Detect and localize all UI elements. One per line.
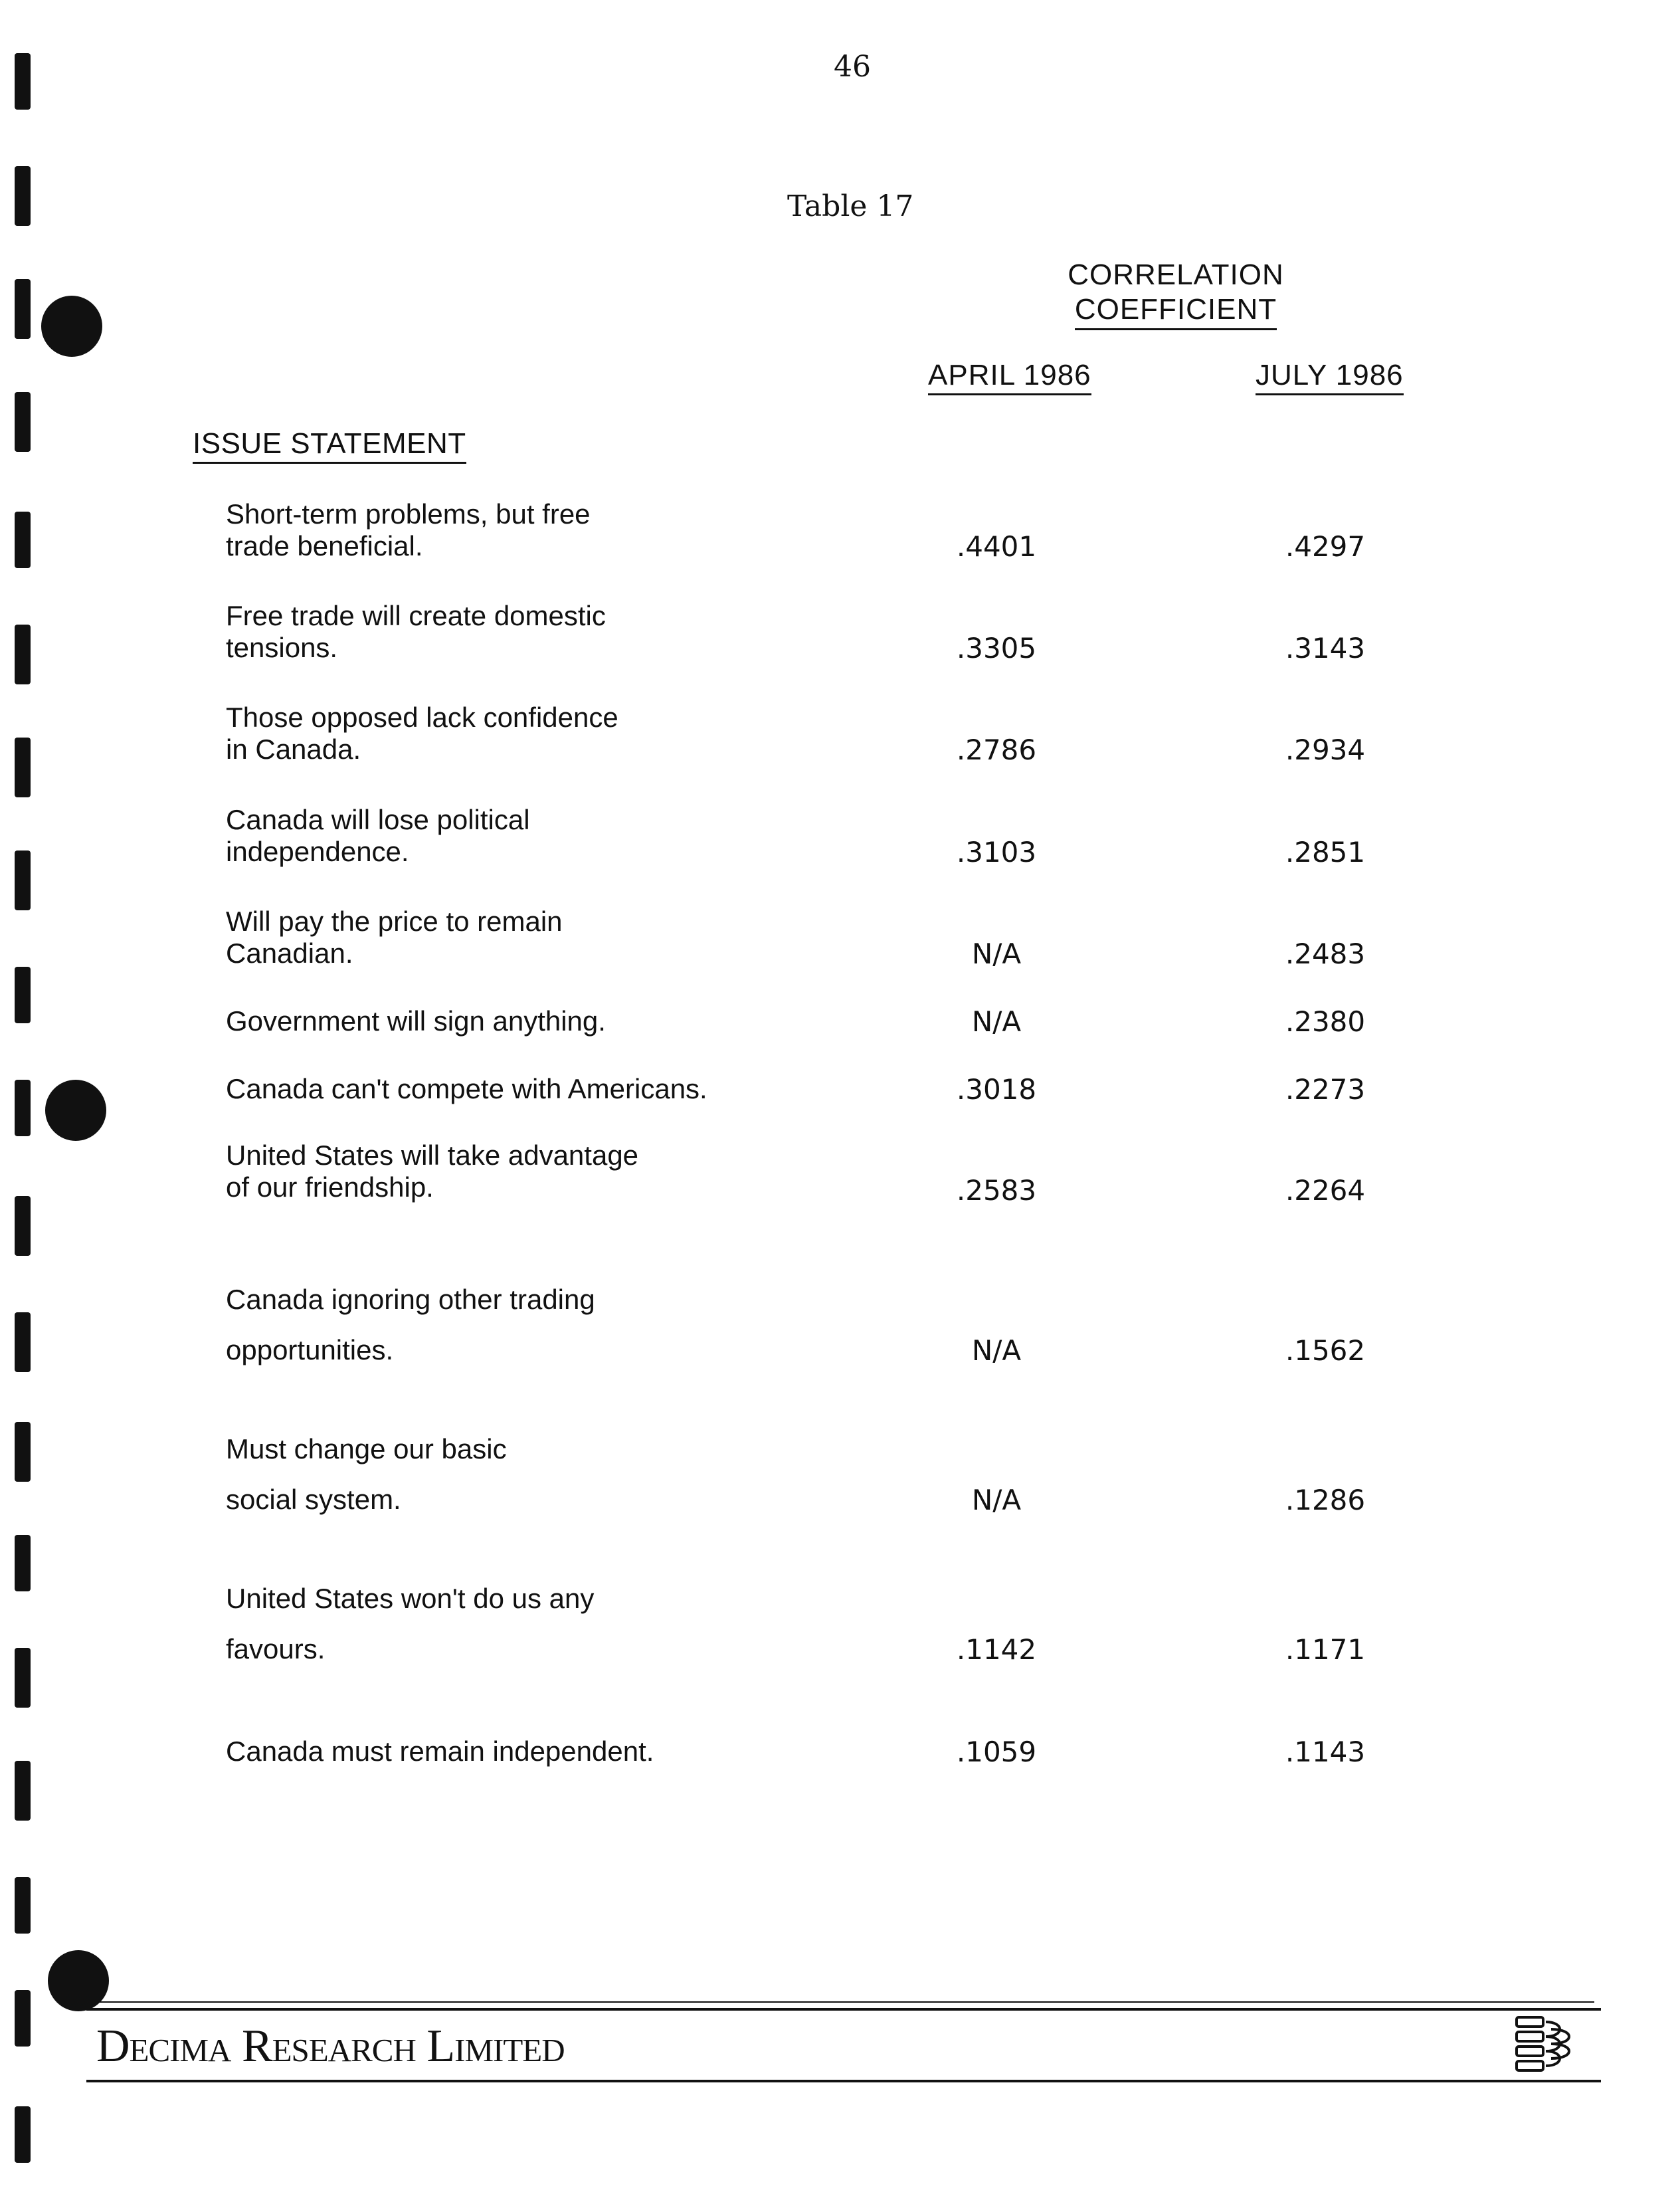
decima-logo-icon (1511, 2013, 1584, 2076)
april-value: .2786 (956, 734, 1037, 766)
issue-statement-text: United States won't do us any favours. (226, 1583, 595, 1664)
july-value: .1562 (1285, 1334, 1366, 1367)
april-value: .3018 (956, 1073, 1037, 1106)
issue-statement-text: Canada will lose political independence. (226, 804, 530, 867)
april-value: .1059 (956, 1736, 1037, 1768)
binder-mark (15, 1422, 31, 1482)
binder-mark (15, 53, 31, 110)
footer-rule (93, 2001, 1594, 2003)
binder-mark (15, 2106, 31, 2163)
july-value: .2380 (1285, 1005, 1366, 1038)
issue-statement-text: Will pay the price to remain Canadian. (226, 906, 563, 969)
company-name: Decima Research Limited (96, 2021, 565, 2072)
july-value: .2264 (1285, 1174, 1366, 1207)
correlation-heading-line2: COEFFICIENT (1075, 292, 1277, 330)
issue-statement-text: Must change our basic social system. (226, 1433, 507, 1515)
april-value: .3305 (956, 632, 1037, 664)
binder-mark (15, 279, 31, 339)
column-header-july: JULY 1986 (1256, 359, 1404, 395)
footer-rule (86, 2008, 1601, 2011)
july-value: .2483 (1285, 938, 1366, 970)
issue-statement-text: United States will take advantage of our friendship. (226, 1140, 639, 1203)
issue-statement-text: Those opposed lack confidence in Canada. (226, 702, 618, 765)
july-value: .2273 (1285, 1073, 1366, 1106)
issue-statement-text: Government will sign anything. (226, 1005, 606, 1037)
issue-statement-text: Canada can't compete with Americans. (226, 1073, 707, 1104)
binder-mark (15, 1535, 31, 1591)
punch-hole (45, 1080, 106, 1141)
july-value: .1143 (1285, 1736, 1366, 1768)
binder-mark (15, 392, 31, 452)
table-title: Table 17 (787, 189, 914, 223)
july-value: .1286 (1285, 1484, 1366, 1516)
issue-statement-header: ISSUE STATEMENT (193, 427, 466, 464)
page-number: 46 (834, 50, 871, 84)
binder-mark (15, 1312, 31, 1372)
footer-rule (86, 2080, 1601, 2082)
july-value: .4297 (1285, 530, 1366, 563)
binder-mark (15, 1761, 31, 1821)
april-value: N/A (971, 938, 1022, 970)
binder-mark (15, 851, 31, 910)
binder-mark (15, 1877, 31, 1934)
binder-mark (15, 1990, 31, 2047)
april-value: .1142 (956, 1633, 1037, 1666)
column-header-april: APRIL 1986 (928, 359, 1091, 395)
july-value: .1171 (1285, 1633, 1366, 1666)
april-value: .4401 (956, 530, 1037, 563)
correlation-coefficient-heading (996, 258, 1355, 330)
binder-mark (15, 512, 31, 568)
july-value: .3143 (1285, 632, 1366, 664)
july-value: .2851 (1285, 836, 1366, 868)
april-value: N/A (971, 1334, 1022, 1367)
binder-mark (15, 1648, 31, 1708)
april-value: N/A (971, 1005, 1022, 1038)
july-value: .2934 (1285, 734, 1366, 766)
april-value: N/A (971, 1484, 1022, 1516)
issue-statement-text: Short-term problems, but free trade beneficial. (226, 498, 591, 561)
binder-mark (15, 166, 31, 226)
binder-mark (15, 967, 31, 1023)
issue-statement-text: Free trade will create domestic tensions. (226, 600, 606, 663)
binder-mark (15, 625, 31, 684)
issue-statement-text: Canada ignoring other trading opportunities. (226, 1284, 595, 1365)
binder-mark (15, 1196, 31, 1256)
april-value: .2583 (956, 1174, 1037, 1207)
punch-hole (41, 296, 102, 357)
binder-mark (15, 1080, 31, 1136)
binder-mark (15, 738, 31, 797)
issue-statement-text: Canada must remain independent. (226, 1736, 654, 1767)
correlation-heading-line1: CORRELATION (1068, 258, 1284, 291)
april-value: .3103 (956, 836, 1037, 868)
